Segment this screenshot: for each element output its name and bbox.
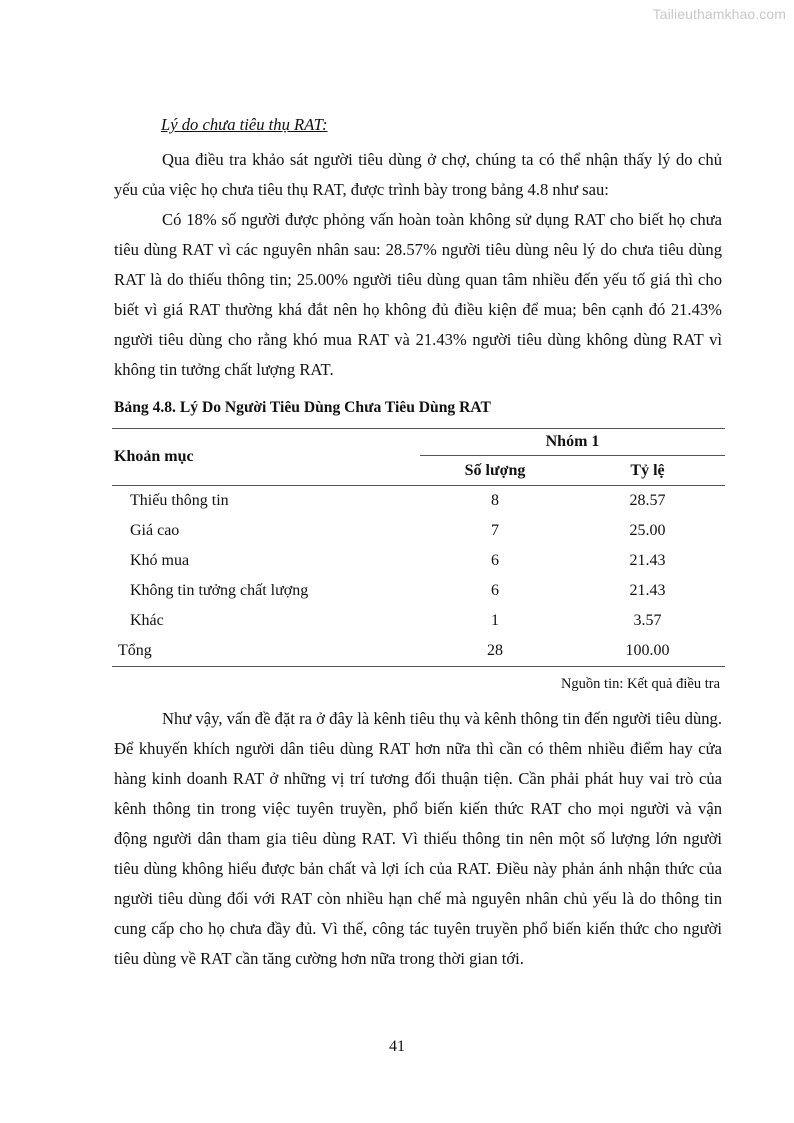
row-count: 6 xyxy=(491,582,499,599)
page-number: 41 xyxy=(389,1038,405,1055)
row-ratio: 28.57 xyxy=(629,492,666,509)
section-heading: Lý do chưa tiêu thụ RAT: xyxy=(161,115,328,134)
watermark: Tailieuthamkhao.com xyxy=(652,6,786,22)
row-item: Không tin tưởng chất lượng xyxy=(130,582,309,599)
row-item: Khó mua xyxy=(130,552,190,569)
table-total-row xyxy=(112,636,725,667)
table-row xyxy=(112,606,725,636)
header-ratio: Tỷ lệ xyxy=(570,456,725,486)
row-count: 1 xyxy=(491,612,499,629)
row-ratio: 25.00 xyxy=(629,522,666,539)
header-count: Số lượng xyxy=(420,456,570,486)
reasons-table xyxy=(112,428,725,667)
paragraph-findings: Có 18% số người được phỏng vấn hoàn toàn không sử dụng RAT cho biết họ chưa tiêu dùng RAT vì các nguyên nhân sau: 28.57% người tiêu dùng nêu lý do chưa tiêu dùng RAT là do thiếu thông tin; 25.00% người tiêu dùng quan tâm nhiều đến yếu tố giá thì cho biết vì giá RAT thường khá đắt nên họ không đủ điều kiện để mua; bên cạnh đó 21.43% người tiêu dùng cho rằng khó mua RAT và 21.43% người tiêu dùng không dùng RAT vì không tin tưởng chất lượng RAT. xyxy=(114,210,722,379)
table-row xyxy=(112,516,725,546)
header-item: Khoản mục xyxy=(112,429,420,486)
paragraph-conclusion: Như vậy, vấn đề đặt ra ở đây là kênh tiêu thụ và kênh thông tin đến người tiêu dùng. Để khuyến khích người dân tiêu dùng RAT hơn nữa thì cần có thêm nhiều điểm hay cửa hàng kinh doanh RAT ở những vị trí tương đối thuận tiện. Cần phải phát huy vai trò của kênh thông tin trong việc tuyên truyền, phổ biến kiến thức RAT cho mọi người và vận động người dân tham gia tiêu dùng RAT. Vì thiếu thông tin nên một số lượng lớn người tiêu dùng không hiểu được bản chất và lợi ích của RAT. Điều này phản ánh nhận thức của người tiêu dùng đối với RAT còn nhiều hạn chế mà nguyên nhân chủ yếu là do thông tin cung cấp cho họ chưa đầy đủ. Vì thế, công tác tuyên truyền phổ biến kiến thức cho người tiêu dùng về RAT cần tăng cường hơn nữa trong thời gian tới. xyxy=(114,709,722,968)
row-count: 6 xyxy=(491,552,499,569)
table-header-row xyxy=(112,429,725,456)
table-source: Nguồn tin: Kết quả điều tra xyxy=(560,676,720,692)
table-caption: Bảng 4.8. Lý Do Người Tiêu Dùng Chưa Tiêu Dùng RAT xyxy=(114,399,491,416)
paragraph-intro: Qua điều tra khảo sát người tiêu dùng ở chợ, chúng ta có thể nhận thấy lý do chủ yếu của việc họ chưa tiêu thụ RAT, được trình bày trong bảng 4.8 như sau: xyxy=(114,150,722,199)
row-count: 8 xyxy=(491,492,499,509)
table-row xyxy=(112,576,725,606)
row-item: Khác xyxy=(130,612,164,629)
total-count: 28 xyxy=(420,636,570,667)
row-ratio: 21.43 xyxy=(629,552,666,569)
row-item: Thiếu thông tin xyxy=(130,492,229,509)
row-ratio: 3.57 xyxy=(633,612,662,629)
header-group: Nhóm 1 xyxy=(420,429,725,456)
table-row xyxy=(112,546,725,576)
row-item: Giá cao xyxy=(130,522,180,539)
total-item: Tổng xyxy=(112,636,420,667)
row-ratio: 21.43 xyxy=(629,582,666,599)
table-row xyxy=(112,486,725,517)
row-count: 7 xyxy=(491,522,499,539)
total-ratio: 100.00 xyxy=(570,636,725,667)
